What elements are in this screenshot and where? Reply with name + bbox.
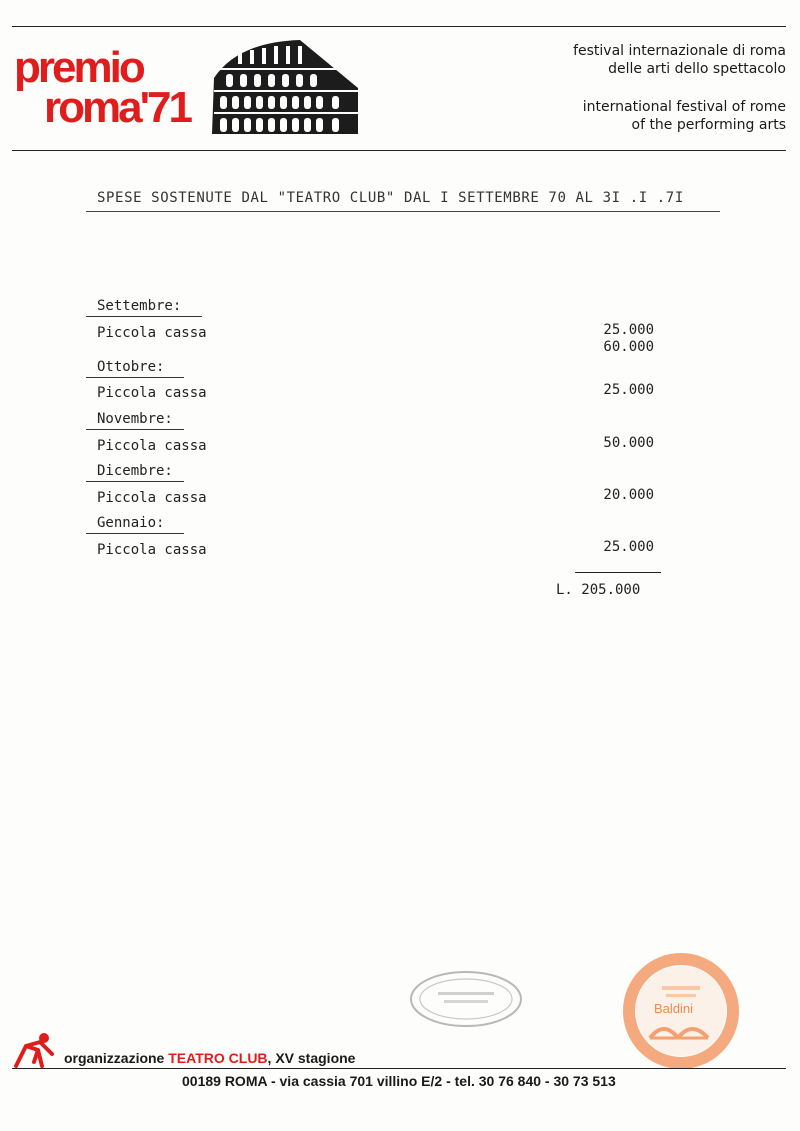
baldini-stamp-text: Baldini [654, 1001, 694, 1016]
header-bottom-rule [12, 150, 786, 151]
title-underline [86, 211, 720, 212]
total-amount: L. 205.000 [556, 582, 641, 598]
document-title: SPESE SOSTENUTE DAL "TEATRO CLUB" DAL I SETTEMBRE 70 AL 3I .I .7I [97, 190, 684, 206]
item-label: Piccola cassa [97, 490, 207, 506]
item-label: Piccola cassa [97, 438, 207, 454]
month-underline [86, 533, 184, 534]
item-amount: 25.000 [603, 539, 654, 555]
footer-organization [64, 1050, 355, 1066]
header-it-line2: delle arti dello spettacolo [608, 61, 786, 77]
teatro-club-logo-icon [12, 1032, 56, 1068]
month-heading: Ottobre: [97, 359, 165, 375]
header-english-subtitle [583, 98, 786, 134]
header-en-line1: international festival of rome [582, 99, 786, 115]
item-label: Piccola cassa [97, 385, 207, 401]
item-amount: 25.000 [603, 382, 654, 398]
library-stamp [408, 968, 524, 1030]
footer-address: 00189 ROMA - via cassia 701 villino E/2 - tel. 30 76 840 - 30 73 513 [182, 1073, 616, 1089]
footer-org-name: TEATRO CLUB [168, 1050, 268, 1066]
month-underline [86, 316, 202, 317]
sum-line [575, 572, 661, 573]
item-amount: 20.000 [603, 487, 654, 503]
month-heading: Gennaio: [97, 515, 165, 531]
month-heading: Novembre: [97, 411, 173, 427]
footer-org-prefix: organizzazione [64, 1050, 165, 1066]
month-heading: Settembre: [97, 298, 182, 314]
logo-premio: premio [14, 43, 143, 92]
logo-roma71: roma'71 [44, 83, 190, 132]
item-amount: 25.000 [603, 322, 654, 338]
header-italian-subtitle [573, 42, 786, 78]
header-top-rule [12, 26, 786, 27]
header-it-line1: festival internazionale di roma [573, 43, 786, 59]
header-en-line2: of the performing arts [631, 117, 786, 133]
colosseum-icon [208, 38, 360, 136]
month-heading: Dicembre: [97, 463, 173, 479]
footer-org-suffix: , XV stagione [267, 1050, 356, 1066]
footer-rule [12, 1068, 786, 1069]
item-amount: 60.000 [603, 339, 654, 355]
month-underline [86, 429, 184, 430]
item-label: Piccola cassa [97, 542, 207, 558]
item-label: Piccola cassa [97, 325, 207, 341]
item-amount: 50.000 [603, 435, 654, 451]
month-underline [86, 377, 184, 378]
month-underline [86, 481, 184, 482]
